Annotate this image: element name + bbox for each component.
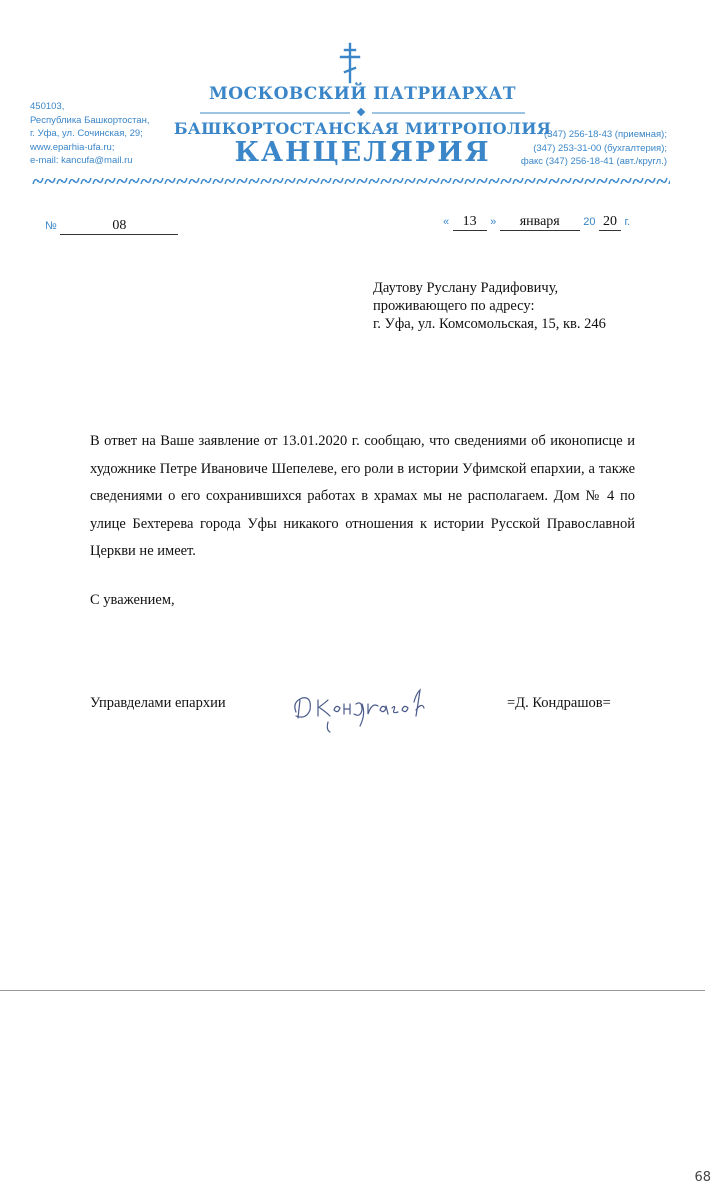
page-number: 68 xyxy=(694,1170,711,1185)
closing-phrase: С уважением, xyxy=(90,592,175,608)
address-line: Республика Башкортостан, xyxy=(30,114,150,126)
recipient-residence: проживающего по адресу: xyxy=(373,298,535,314)
handwritten-signature xyxy=(288,680,438,735)
phone-line: (347) 253-31-00 (бухгалтерия); xyxy=(533,142,667,154)
address-line: e-mail: kancufa@mail.ru xyxy=(30,155,133,167)
number-value: 08 xyxy=(60,218,178,235)
recipient-name: Даутову Руслану Радифовичу, xyxy=(373,280,559,296)
header-title-metropolis: БАШКОРТОСТАНСКАЯ МИТРОПОЛИЯ xyxy=(173,119,552,138)
quote-close: » xyxy=(490,216,497,228)
phone-line: факс (347) 256-18-41 (авт./кругл.) xyxy=(520,156,667,168)
year-prefix: 20 xyxy=(583,216,596,228)
header-title-patriarchate: МОСКОВСКИЙ ПАТРИАРХАТ xyxy=(208,84,517,104)
number-label: № xyxy=(45,220,57,232)
document-number xyxy=(45,218,178,235)
signatory-role: Управделами епархии xyxy=(90,695,226,711)
date-year: 20 xyxy=(599,214,621,231)
recipient-block xyxy=(373,279,606,333)
year-mark: г. xyxy=(624,216,631,228)
header-divider xyxy=(200,107,525,119)
date-month: января xyxy=(500,214,580,231)
orthodox-cross-icon xyxy=(338,42,362,84)
phone-line: (347) 256-18-43 (приемная); xyxy=(544,129,667,140)
address-line: www.eparhia-ufa.ru; xyxy=(30,141,115,153)
contact-phones xyxy=(521,128,667,169)
recipient-address: г. Уфа, ул. Комсомольская, 15, кв. 246 xyxy=(373,316,606,332)
document-date xyxy=(443,214,630,231)
address-line: 450103, xyxy=(30,101,65,112)
ornamental-border xyxy=(32,176,670,186)
date-day: 13 xyxy=(453,214,487,231)
address-line: г. Уфа, ул. Сочинская, 29; xyxy=(30,128,143,140)
letter-body xyxy=(90,428,635,566)
body-paragraph: В ответ на Ваше заявление от 13.01.2020 г. сообщаю, что сведениями об иконописце и художнике Петре Ивановиче Шепелеве, его роли в истории Уфимской епархии, а также сведениями о его сохранившихся работах в храмах мы не располагаем. Дом № 4 по улице Бехтерева города Уфы никакого отношения к истории Русской Православной Церкви не имеет. xyxy=(90,433,635,559)
header-title-chancellery: КАНЦЕЛЯРИЯ xyxy=(234,137,491,168)
quote-open: « xyxy=(443,216,450,228)
page-divider xyxy=(0,990,705,991)
signatory-name: =Д. Кондрашов= xyxy=(507,695,611,711)
